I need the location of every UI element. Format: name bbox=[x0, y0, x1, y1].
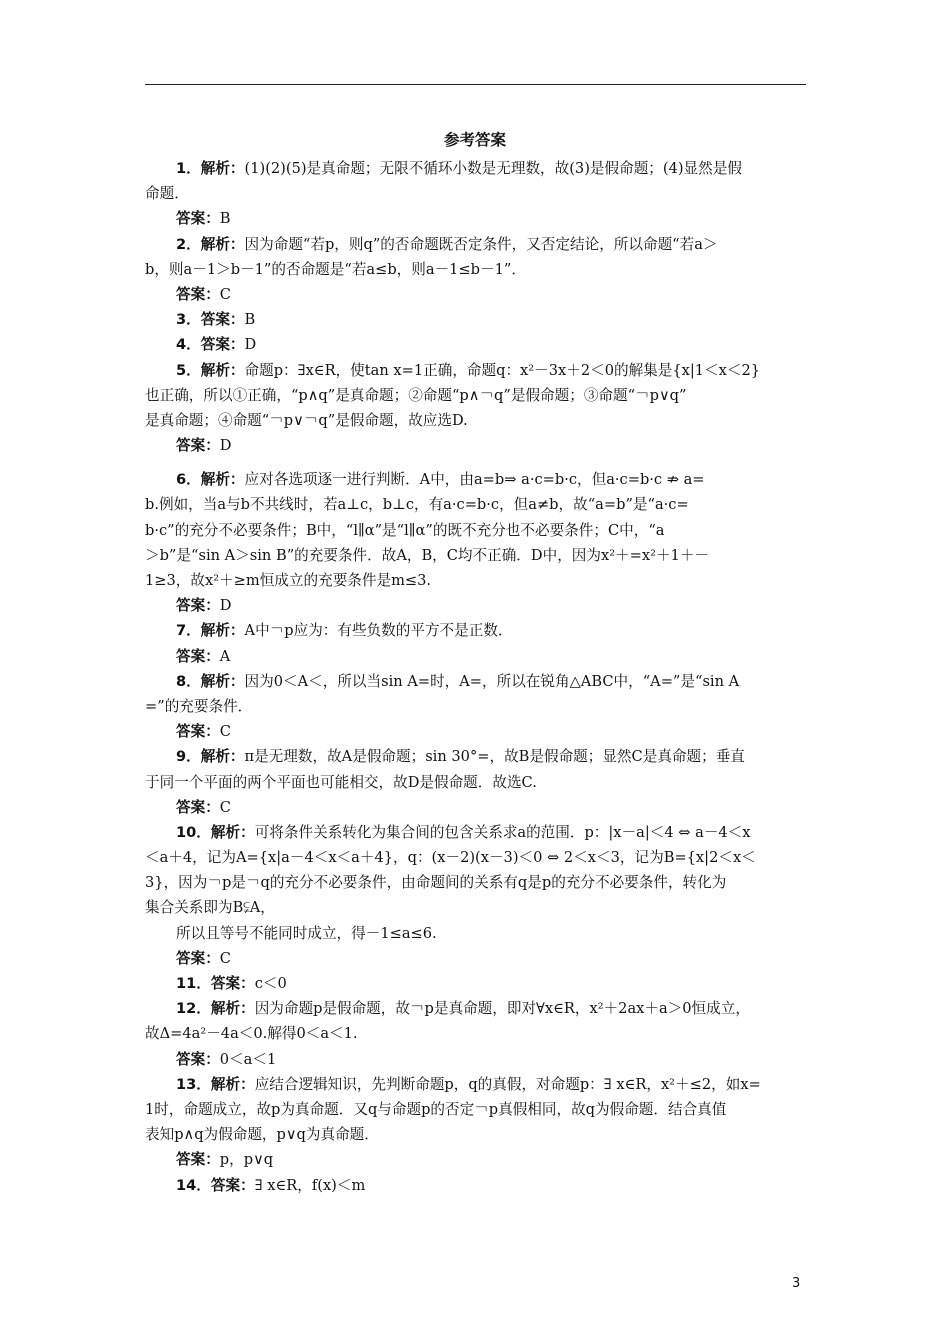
item-text: D bbox=[219, 597, 232, 615]
item-text: 所以且等号不能同时成立，得－1≤a≤6. bbox=[176, 924, 437, 942]
item-text: B bbox=[219, 210, 231, 228]
item-text: ＞b”是“sin A＞sin B”的充要条件．故A，B，C均不正确．D中，因为x²＋=x²＋1＋－ bbox=[145, 546, 710, 564]
item-label: 6．解析： bbox=[176, 471, 245, 489]
text-line bbox=[145, 870, 806, 895]
item-text: 故Δ=4a²－4a＜0.解得0＜a＜1. bbox=[145, 1025, 358, 1043]
item-label: 14．答案： bbox=[176, 1176, 255, 1194]
text-line bbox=[145, 543, 806, 568]
text-line bbox=[145, 1147, 806, 1172]
item-text: 0＜a＜1 bbox=[219, 1050, 277, 1068]
page-title: 参考答案 bbox=[443, 131, 506, 149]
text-line bbox=[145, 568, 806, 593]
item-text: ＜a＋4，记为A={x|a－4＜x＜a＋4}，q：(x－2)(x－3)＜0 ⇔ 2＜x＜3，记为B={x|2＜x＜ bbox=[145, 849, 756, 867]
text-line bbox=[145, 644, 806, 669]
text-line bbox=[145, 332, 806, 357]
item-text: b，则a－1＞b－1”的否命题是“若a≤b，则a－1≤b－1”． bbox=[145, 260, 526, 278]
item-text: 集合关系即为B⫋A， bbox=[145, 899, 275, 917]
item-label: 答案： bbox=[176, 597, 220, 615]
item-text: b.例如，当a与b不共线时，若a⊥c，b⊥c，有a·c=b·c，但a≠b，故“a=b”是“a·c= bbox=[145, 496, 689, 514]
item-text: b·c”的充分不必要条件；B中，“l∥α”是“l∥α”的既不充分也不必要条件；C中，“a bbox=[145, 521, 665, 539]
item-text: 于同一个平面的两个平面也可能相交，故D是假命题．故选C. bbox=[145, 773, 537, 791]
text-line bbox=[145, 307, 806, 332]
item-text: D bbox=[219, 437, 232, 455]
item-label: 答案： bbox=[176, 285, 220, 303]
item-text: (1)(2)(5)是真命题；无限不循环小数是无理数，故(3)是假命题；(4)显然是假 bbox=[244, 160, 742, 177]
text-line bbox=[145, 492, 806, 517]
item-text: p，p∨q bbox=[219, 1151, 274, 1169]
text-line bbox=[145, 996, 806, 1021]
item-text: c＜0 bbox=[254, 975, 287, 992]
text-line bbox=[145, 232, 806, 257]
answer-content bbox=[145, 156, 806, 1198]
item-text: 3}，因为￢p是￢q的充分不必要条件，由命题间的关系有q是p的充分不必要条件，转化为 bbox=[145, 874, 727, 892]
item-text: =”的充要条件． bbox=[145, 697, 253, 715]
item-text: C bbox=[219, 285, 231, 303]
item-text: 命题． bbox=[145, 185, 189, 203]
item-label: 2．解析： bbox=[176, 235, 245, 253]
item-label: 答案： bbox=[176, 798, 220, 816]
item-text: 是真命题；④命题“￢p∨￢q”是假命题，故应选D. bbox=[145, 411, 468, 429]
text-line bbox=[145, 383, 806, 408]
item-text: 命题p：∃x∈R，使tan x=1正确，命题q：x²－3x＋2＜0的解集是{x|1＜x＜2} bbox=[244, 361, 761, 379]
item-text: C bbox=[219, 723, 231, 741]
text-line bbox=[145, 1097, 806, 1122]
item-text: A中￢p应为：有些负数的平方不是正数． bbox=[244, 622, 513, 640]
item-label: 答案： bbox=[176, 949, 220, 967]
text-line bbox=[145, 433, 806, 458]
text-line bbox=[145, 971, 806, 996]
text-line bbox=[145, 1021, 806, 1046]
item-label: 10．解析： bbox=[176, 823, 255, 841]
page-number: 3 bbox=[792, 1276, 801, 1291]
text-line bbox=[145, 946, 806, 971]
item-text: 也正确，所以①正确，“p∧q”是真命题；②命题“p∧￢q”是假命题；③命题“￢p∨q” bbox=[145, 386, 687, 404]
text-line bbox=[145, 770, 806, 795]
text-line bbox=[145, 408, 806, 433]
text-line bbox=[145, 744, 806, 769]
item-text: 可将条件关系转化为集合间的包含关系求a的范围．p：|x－a|＜4 ⇔ a－4＜x bbox=[254, 823, 751, 841]
text-line bbox=[145, 795, 806, 820]
text-line bbox=[145, 518, 806, 543]
text-line bbox=[145, 694, 806, 719]
item-text: D bbox=[244, 336, 257, 354]
item-text: A bbox=[219, 647, 231, 665]
item-label: 4．答案： bbox=[176, 336, 245, 354]
item-label: 答案： bbox=[176, 210, 220, 228]
text-line bbox=[145, 282, 806, 307]
item-text: C bbox=[219, 949, 231, 967]
text-line bbox=[145, 845, 806, 870]
text-line bbox=[145, 1122, 806, 1147]
text-line bbox=[145, 820, 806, 845]
text-line bbox=[145, 593, 806, 618]
item-text: 表知p∧q为假命题，p∨q为真命题． bbox=[145, 1126, 379, 1144]
text-line bbox=[145, 358, 806, 383]
item-text: 因为命题p是假命题，故￢p是真命题，即对∀x∈R，x²＋2ax＋a＞0恒成立， bbox=[254, 1000, 750, 1018]
item-text: C bbox=[219, 798, 231, 816]
item-text: B bbox=[244, 311, 256, 329]
item-text: 应结合逻辑知识，先判断命题p，q的真假，对命题p：∃ x∈R，x²＋≤2，如x= bbox=[254, 1075, 761, 1093]
text-line bbox=[145, 1047, 806, 1072]
text-line bbox=[145, 895, 806, 920]
text-line bbox=[145, 669, 806, 694]
spacer bbox=[145, 458, 806, 467]
text-line bbox=[145, 181, 806, 206]
text-line bbox=[145, 257, 806, 282]
item-label: 7．解析： bbox=[176, 622, 245, 640]
item-text: 1时，命题成立，故p为真命题．又q与命题p的否定￢p真假相同，故q为假命题．结合真值 bbox=[145, 1100, 727, 1118]
item-label: 答案： bbox=[176, 1050, 220, 1068]
header-rule bbox=[145, 84, 806, 85]
item-text: π是无理数，故A是假命题；sin 30°=，故B是假命题；显然C是真命题；垂直 bbox=[244, 748, 745, 766]
item-label: 答案： bbox=[176, 1151, 220, 1169]
text-line bbox=[145, 719, 806, 744]
item-text: 因为0＜A＜，所以当sin A=时，A=，所以在锐角△ABC中，“A=”是“sin A bbox=[244, 672, 740, 690]
item-text: ∃ x∈R，f(x)＜m bbox=[254, 1176, 366, 1194]
text-line bbox=[145, 467, 806, 492]
item-label: 答案： bbox=[176, 647, 220, 665]
item-text: 因为命题“若p，则q”的否命题既否定条件，又否定结论，所以命题“若a＞ bbox=[244, 235, 718, 253]
text-line bbox=[145, 1072, 806, 1097]
item-label: 9．解析： bbox=[176, 748, 245, 766]
item-label: 3．答案： bbox=[176, 311, 245, 329]
item-label: 8．解析： bbox=[176, 672, 245, 690]
item-label: 1．解析： bbox=[176, 160, 245, 177]
text-line bbox=[145, 921, 806, 946]
text-line bbox=[145, 156, 806, 181]
item-label: 11．答案： bbox=[176, 975, 255, 992]
item-label: 答案： bbox=[176, 723, 220, 741]
item-label: 12．解析： bbox=[176, 1000, 255, 1018]
item-text: 应对各选项逐一进行判断．A中，由a=b⇒ a·c=b·c，但a·c=b·c ⇏ a= bbox=[244, 471, 705, 489]
text-line bbox=[145, 1173, 806, 1198]
item-label: 13．解析： bbox=[176, 1075, 255, 1093]
item-text: 1≥3，故x²＋≥m恒成立的充要条件是m≤3. bbox=[145, 572, 432, 589]
text-line bbox=[145, 618, 806, 643]
item-label: 5．解析： bbox=[176, 361, 245, 379]
item-label: 答案： bbox=[176, 437, 220, 455]
text-line bbox=[145, 206, 806, 231]
